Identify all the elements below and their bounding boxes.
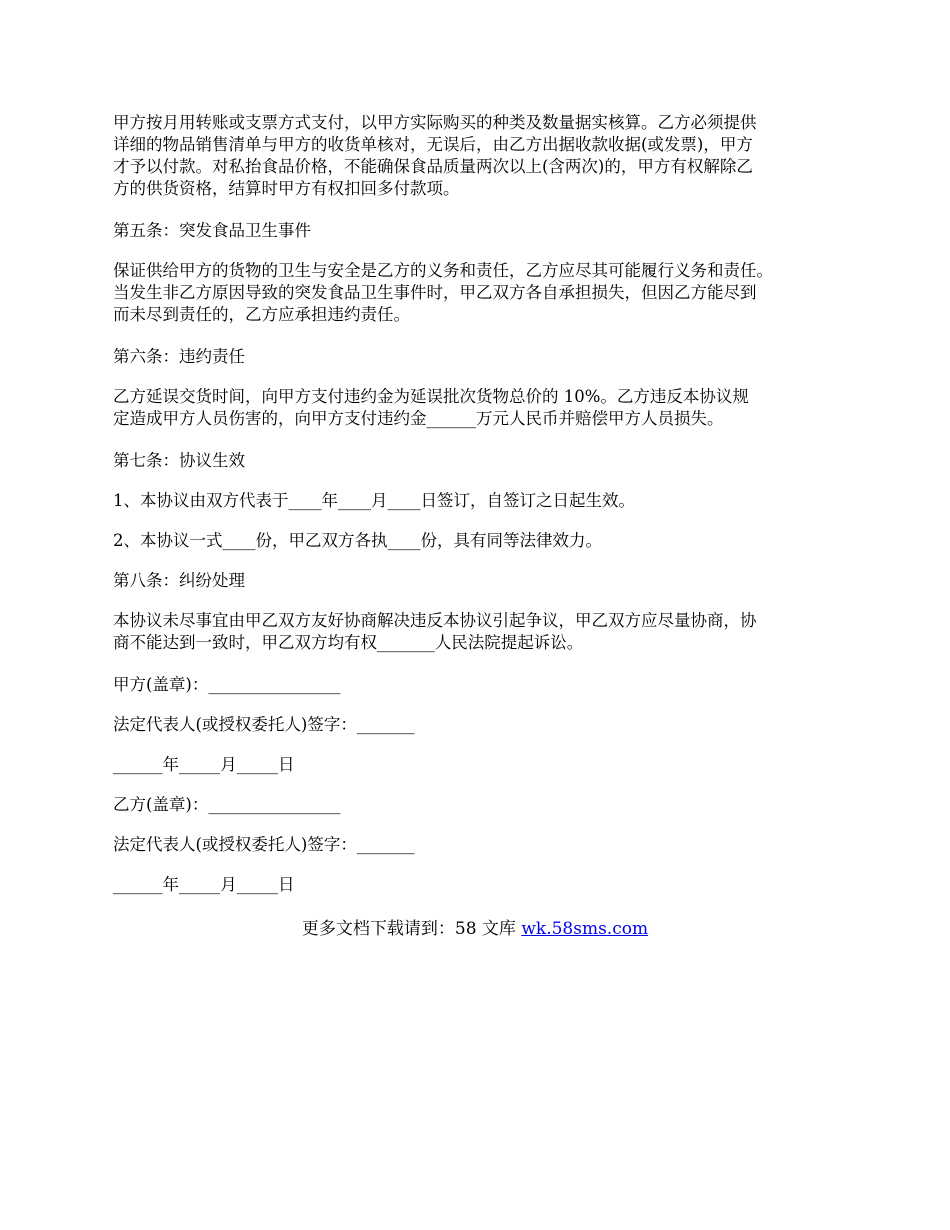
article-6-heading: 第六条：违约责任 <box>113 347 245 366</box>
text-line: 当发生非乙方原因导致的突发食品卫生事件时，甲乙双方各自承担损失，但因乙方能尽到 <box>113 283 757 302</box>
article-8-paragraph <box>113 610 843 654</box>
payment-paragraph <box>113 112 843 200</box>
footer-link[interactable]: wk.58sms.com <box>521 919 649 939</box>
text-line: 乙方延误交货时间，向甲方支付违约金为延误批次货物总价的 10%。乙方违反本协议规 <box>113 387 749 406</box>
download-footer <box>0 918 950 940</box>
party-a-representative-signature: 法定代表人(或授权委托人)签字：_______ <box>113 715 415 734</box>
footer-text: 更多文档下载请到：58 文库 <box>301 919 522 939</box>
text-line: 甲方按月用转账或支票方式支付，以甲方实际购买的种类及数量据实核算。乙方必须提供 <box>113 113 757 132</box>
article-5-paragraph <box>113 260 843 326</box>
article-8-heading: 第八条：纠纷处理 <box>113 571 245 590</box>
party-a-date: ______年_____月_____日 <box>113 755 295 774</box>
text-line: 保证供给甲方的货物的卫生与安全是乙方的义务和责任，乙方应尽其可能履行义务和责任。 <box>113 261 773 280</box>
article-7-clause-1: 1、本协议由双方代表于____年____月____日签订，自签订之日起生效。 <box>113 491 635 510</box>
text-line: 详细的物品销售清单与甲方的收货单核对，无误后，由乙方出据收款收据(或发票)，甲方 <box>113 135 753 154</box>
party-b-date: ______年_____月_____日 <box>113 875 295 894</box>
party-a-seal: 甲方(盖章)：________________ <box>113 675 341 694</box>
party-b-seal: 乙方(盖章)：________________ <box>113 795 341 814</box>
article-7-clause-2: 2、本协议一式____份，甲乙双方各执____份，具有同等法律效力。 <box>113 531 602 550</box>
article-7-heading: 第七条：协议生效 <box>113 451 245 470</box>
text-line: 而未尽到责任的，乙方应承担违约责任。 <box>113 305 410 324</box>
document-body <box>113 112 843 914</box>
text-line: 方的供货资格，结算时甲方有权扣回多付款项。 <box>113 179 460 198</box>
text-line: 本协议未尽事宜由甲乙双方友好协商解决违反本协议引起争议，甲乙双方应尽量协商，协 <box>113 611 757 630</box>
article-6-paragraph <box>113 386 843 430</box>
text-line: 才予以付款。对私抬食品价格，不能确保食品质量两次以上(含两次)的，甲方有权解除乙 <box>113 157 753 176</box>
text-line: 商不能达到一致时，甲乙双方均有权_______人民法院提起诉讼。 <box>113 633 584 652</box>
article-5-heading: 第五条：突发食品卫生事件 <box>113 221 311 240</box>
text-line: 定造成甲方人员伤害的，向甲方支付违约金______万元人民币并赔偿甲方人员损失。 <box>113 409 724 428</box>
party-b-representative-signature: 法定代表人(或授权委托人)签字：_______ <box>113 835 415 854</box>
